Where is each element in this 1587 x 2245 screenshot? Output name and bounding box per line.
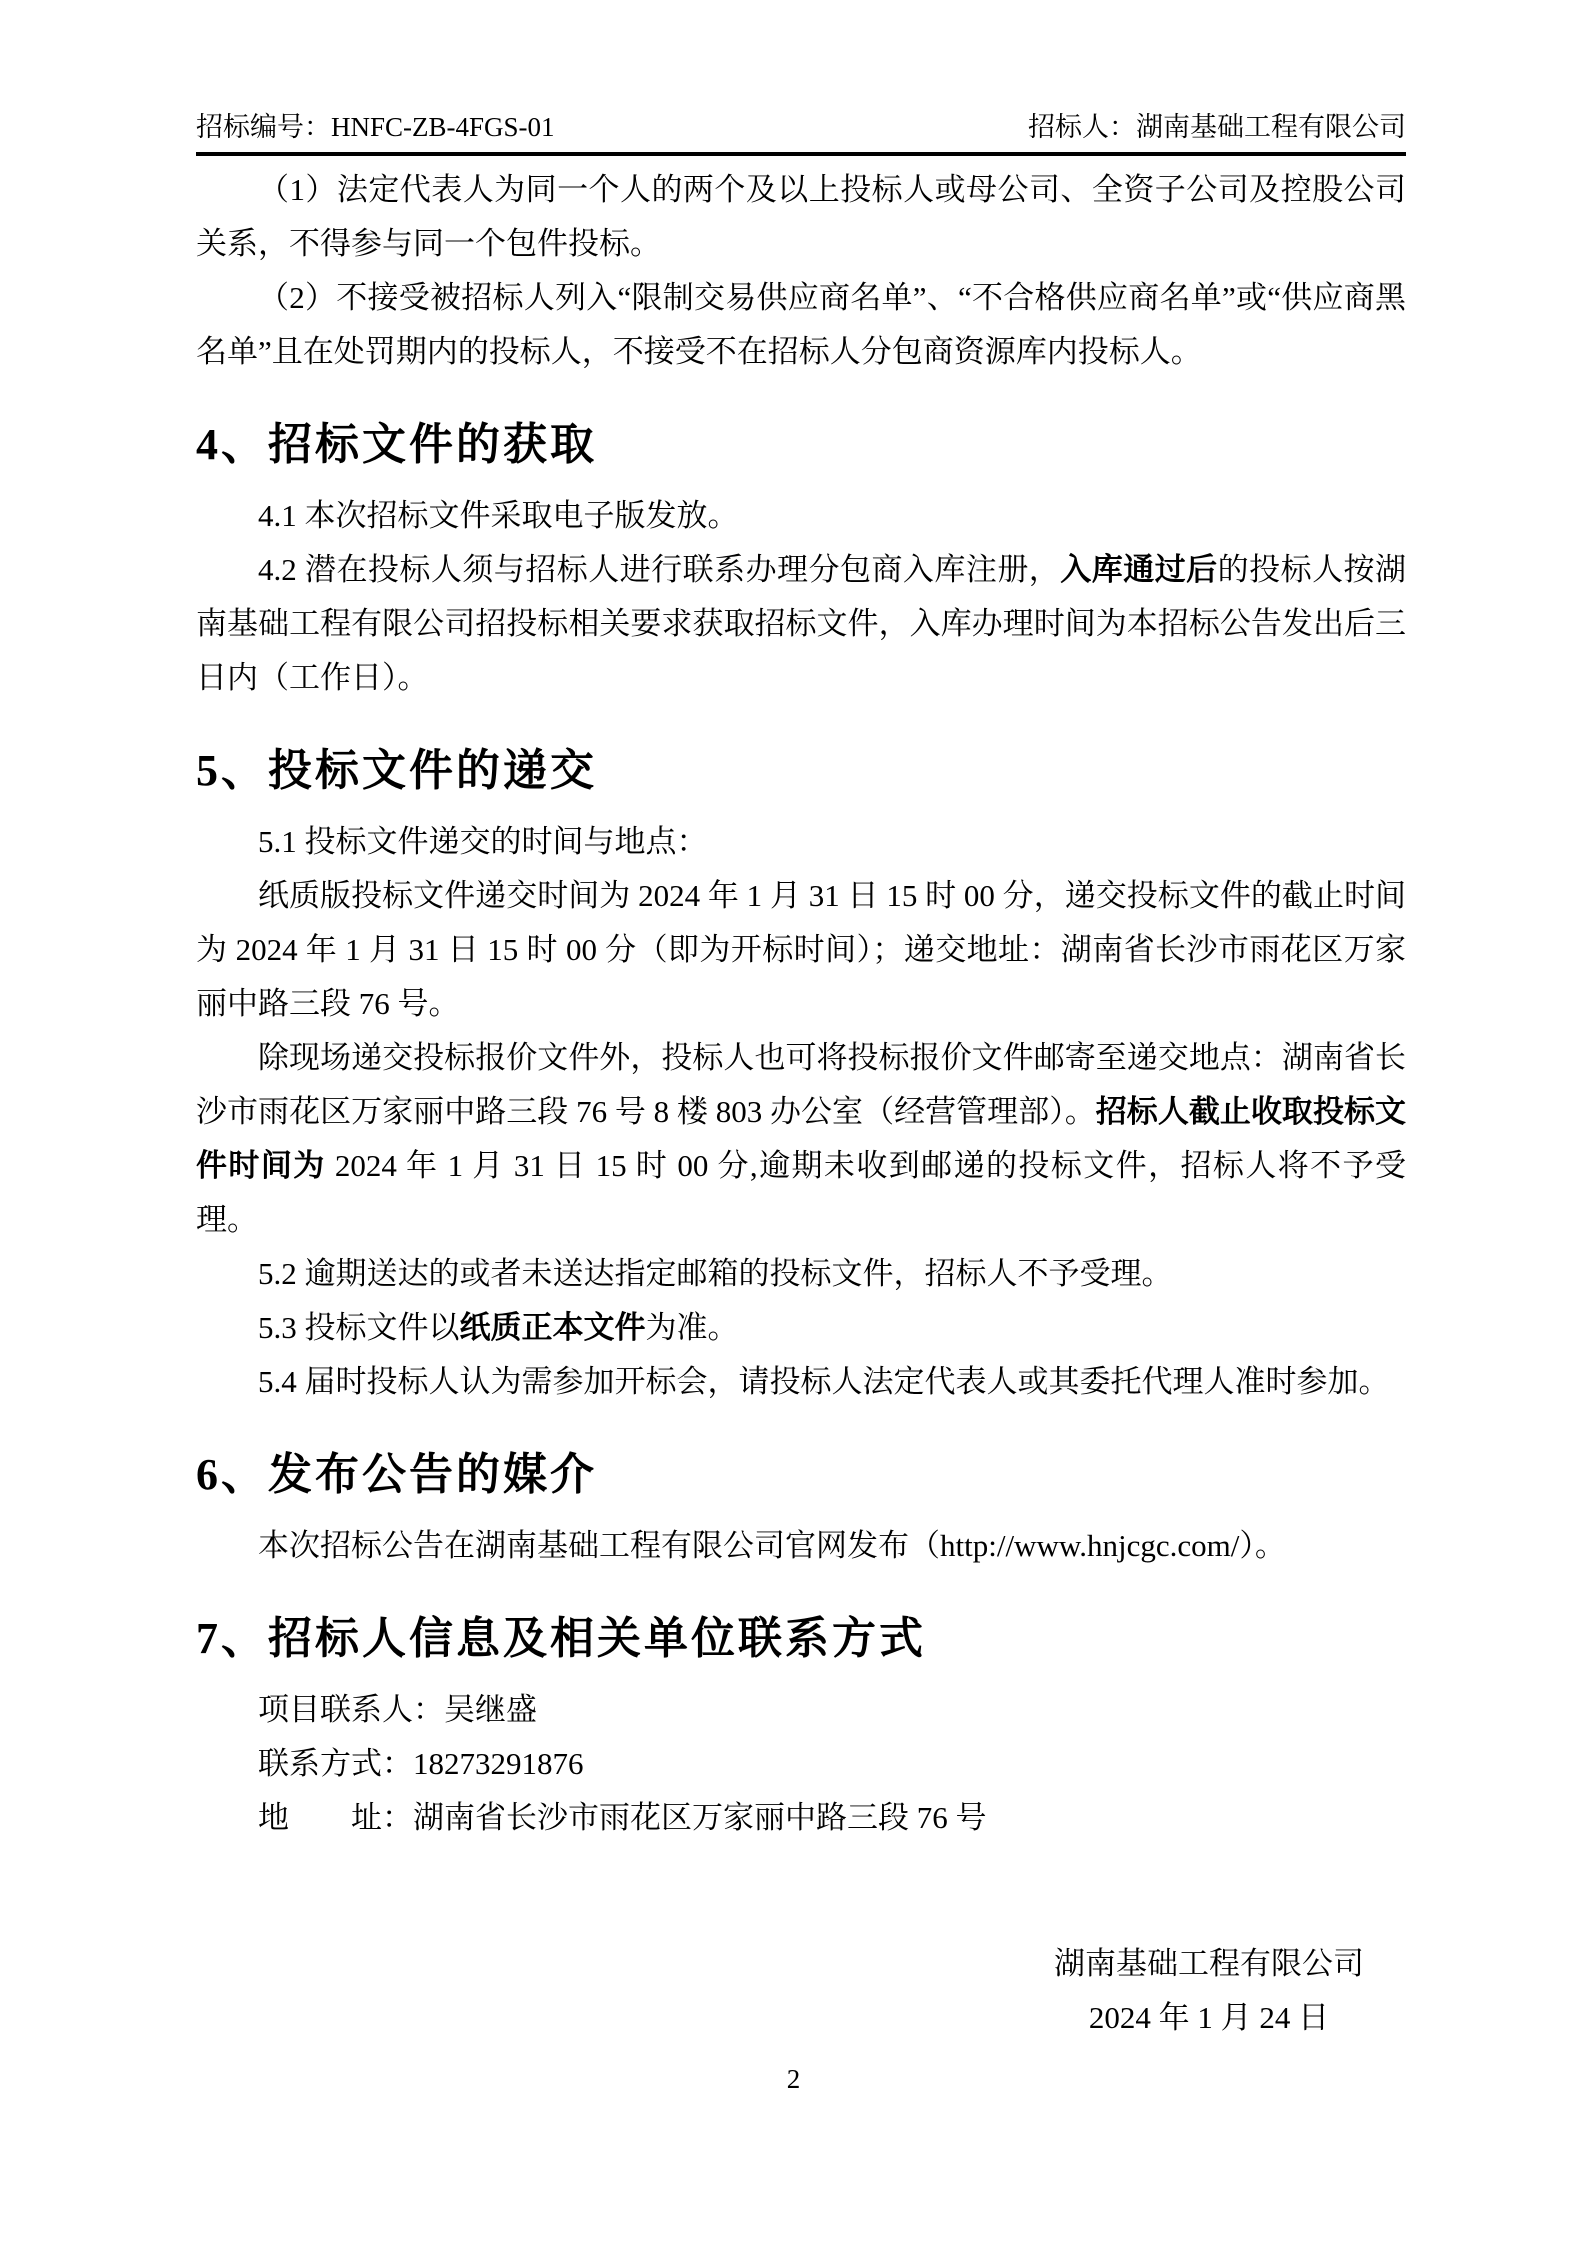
paragraph-mail-submission xyxy=(196,1031,1406,1247)
section-6-title: 6、发布公告的媒介 xyxy=(196,1450,597,1499)
paragraph-4-1: 4.1 本次招标文件采取电子版发放。 xyxy=(258,498,739,533)
contact-person-line: 项目联系人：吴继盛 xyxy=(258,1692,537,1727)
paragraph-paper-submission-time: 纸质版投标文件递交时间为 2024 年 1 月 31 日 15 时 00 分，递交投标文件的截止时间为 2024 年 1 月 31 日 15 时 00 分（即为开标时间）；递交地址：湖南省长沙市雨花区万家丽中路三段 76 号。 xyxy=(196,878,1406,1021)
paragraph-5-2: 5.2 逾期送达的或者未送达指定邮箱的投标文件，招标人不予受理。 xyxy=(258,1256,1173,1291)
paragraph-4-2-text-continued: 的投标人按湖南基础工程有限公司招投标相关要求获取招标文件，入库办理时间为本招标公告发出后三日内（工作日）。 xyxy=(196,552,1407,695)
paragraph-announcement-media: 本次招标公告在湖南基础工程有限公司官网发布（http://www.hnjcgc.com/）。 xyxy=(258,1528,1286,1563)
paragraph-5-1: 5.1 投标文件递交的时间与地点： xyxy=(258,824,708,859)
document-body xyxy=(196,163,1406,2045)
header-bid-number: 招标编号：HNFC-ZB-4FGS-01 xyxy=(196,112,555,142)
paragraph-mail-submission-text: 除现场递交投标报价文件外，投标人也可将投标报价文件邮寄至递交地点：湖南省长沙市雨花区万家丽中路三段 76 号 8 楼 803 办公室（经营管理部）。 xyxy=(196,1040,1406,1129)
paragraph-5-3-text-continued: 为准。 xyxy=(645,1310,739,1345)
paragraph-4-2 xyxy=(196,543,1406,705)
page-header xyxy=(196,110,1406,156)
contact-phone-line: 联系方式：18273291876 xyxy=(258,1746,584,1781)
paragraph-5-3 xyxy=(196,1301,1406,1355)
page-footer xyxy=(0,2062,1587,2096)
paragraph-4-2-text: 4.2 潜在投标人须与招标人进行联系办理分包商入库注册， xyxy=(258,552,1061,587)
signature-company-name: 湖南基础工程有限公司 xyxy=(1054,1946,1364,1981)
paragraph-mail-submission-text-continued: 2024 年 1 月 31 日 15 时 00 分,逾期未收到邮递的投标文件，招标人将不予受理。 xyxy=(196,1148,1407,1237)
paragraph-4-2-bold-text: 入库通过后 xyxy=(1060,552,1218,587)
header-bidder-name: 招标人：湖南基础工程有限公司 xyxy=(1028,112,1406,142)
paragraph-5-4: 5.4 届时投标人认为需参加开标会，请投标人法定代表人或其委托代理人准时参加。 xyxy=(258,1364,1390,1399)
signature-block xyxy=(1054,1937,1364,2045)
section-7-title: 7、招标人信息及相关单位联系方式 xyxy=(196,1614,926,1663)
section-5-title: 5、投标文件的递交 xyxy=(196,746,597,795)
paragraph-legal-representative-rule: （1）法定代表人为同一个人的两个及以上投标人或母公司、全资子公司及控股公司关系，不得参与同一个包件投标。 xyxy=(196,172,1406,261)
contact-address-line: 地 址：湖南省长沙市雨花区万家丽中路三段 76 号 xyxy=(258,1800,987,1835)
paragraph-blacklist-rule: （2）不接受被招标人列入“限制交易供应商名单”、“不合格供应商名单”或“供应商黑名单”且在处罚期内的投标人，不接受不在招标人分包商资源库内投标人。 xyxy=(196,280,1406,369)
paragraph-5-3-bold-text: 纸质正本文件 xyxy=(459,1310,646,1345)
page-number: 2 xyxy=(786,2064,801,2094)
section-4-title: 4、招标文件的获取 xyxy=(196,420,597,469)
paragraph-mail-submission-bold-text: 招标人截止收取投标文件时间为 xyxy=(196,1094,1407,1183)
paragraph-5-3-text: 5.3 投标文件以 xyxy=(258,1310,460,1345)
signature-date: 2024 年 1 月 24 日 xyxy=(1088,2000,1330,2035)
